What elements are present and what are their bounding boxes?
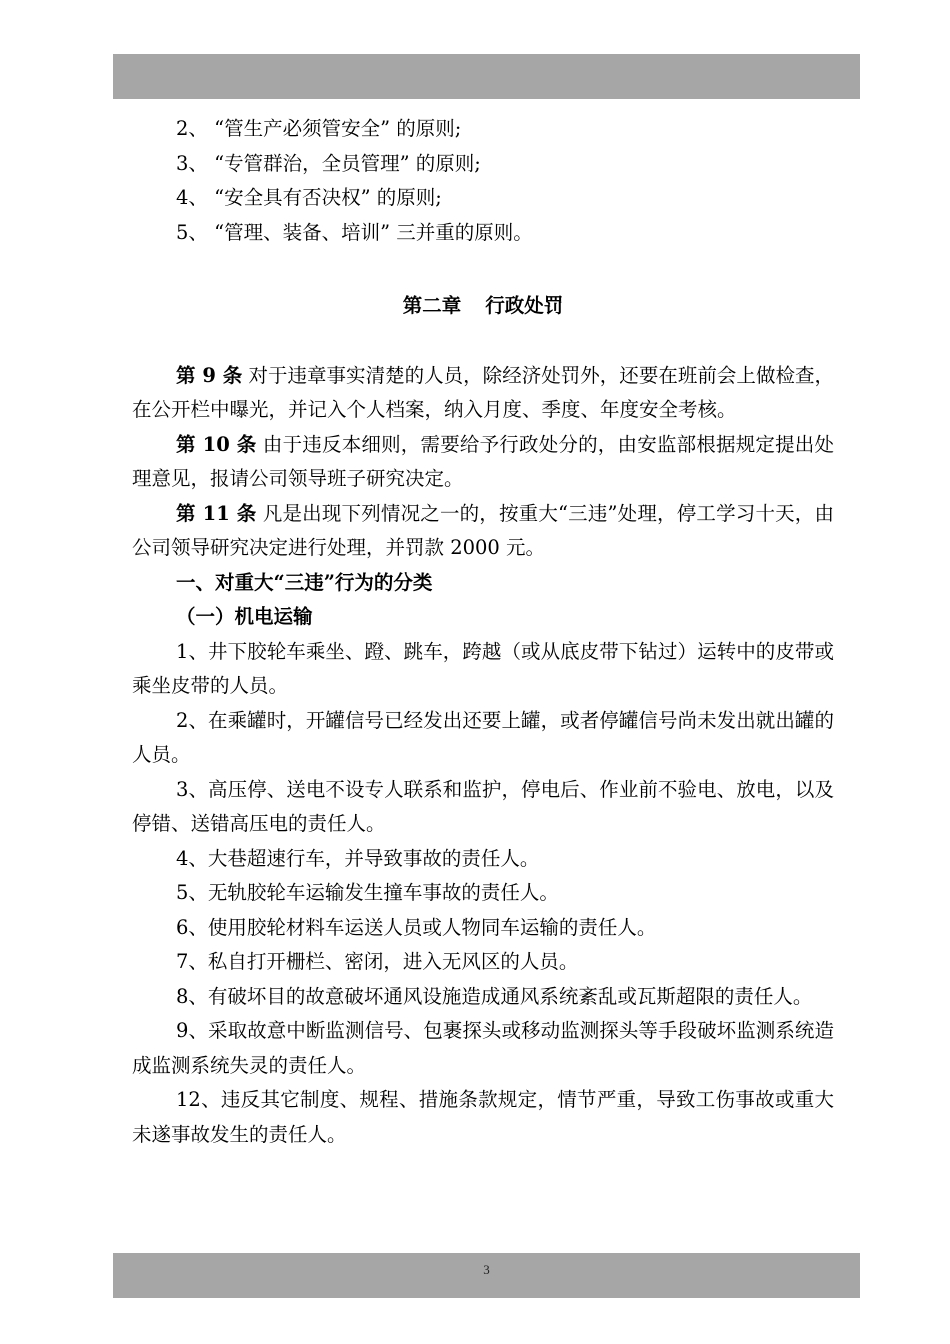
- list-item: 2、在乘罐时，开罐信号已经发出还要上罐，或者停罐信号尚未发出就出罐的人员。: [132, 708, 834, 766]
- list-item: 12、违反其它制度、规程、措施条款规定，情节严重，导致工伤事故或重大未遂事故发生的责任人。: [132, 1088, 834, 1146]
- list-item: 3、高压停、送电不设专人联系和监护，停电后、作业前不验电、放电，以及停错、送错高压电的责任人。: [132, 777, 834, 835]
- list-item: 1、井下胶轮车乘坐、蹬、跳车，跨越（或从底皮带下钻过）运转中的皮带或乘坐皮带的人员。: [132, 639, 834, 697]
- article-text: 对于违章事实清楚的人员，除经济处罚外，还要在班前会上做检查，在公开栏中曝光，并记入个人档案，纳入月度、季度、年度安全考核。: [132, 363, 834, 421]
- list-item: 8、有破坏目的故意破坏通风设施造成通风系统紊乱或瓦斯超限的责任人。: [176, 984, 813, 1008]
- article-text: 凡是出现下列情况之一的，按重大“三违”处理，停工学习十天，由公司领导研究决定进行处理，并罚款 2000 元。: [132, 501, 834, 559]
- chapter-heading: [132, 289, 834, 324]
- list-item: 7、私自打开栅栏、密闭，进入无风区的人员。: [176, 950, 579, 973]
- document-body: [132, 112, 834, 1152]
- list-item: 5、无轨胶轮车运输发生撞车事故的责任人。: [176, 881, 559, 904]
- intro-item: 5、 “管理、装备、培训” 三并重的原则。: [176, 220, 533, 244]
- subsection-title: （一）机电运输: [176, 605, 313, 628]
- article-paragraph: [132, 428, 834, 497]
- article-paragraph: [132, 359, 834, 428]
- article-label: 第 11 条: [176, 501, 257, 525]
- list-item: 6、使用胶轮材料车运送人员或人物同车运输的责任人。: [176, 915, 657, 939]
- intro-item: 4、 “安全具有否决权” 的原则;: [176, 186, 442, 209]
- list-item: 9、采取故意中断监测信号、包裹探头或移动监测探头等手段破坏监测系统造成监测系统失灵的责任人。: [132, 1019, 834, 1077]
- article-label: 第 10 条: [176, 432, 257, 456]
- page-number: 3: [483, 1262, 490, 1277]
- page-header-bar: [113, 54, 860, 99]
- article-text: 由于违反本细则，需要给予行政处分的，由安监部根据规定提出处理意见，报请公司领导班子研究决定。: [132, 432, 834, 490]
- intro-item: 3、 “专管群治，全员管理” 的原则;: [176, 151, 481, 175]
- intro-item: 2、 “管生产必须管安全” 的原则;: [176, 117, 462, 140]
- chapter-title: 行政处罚: [485, 294, 564, 317]
- article-paragraph: [132, 497, 834, 566]
- section-title: 一、对重大“三违”行为的分类: [176, 570, 433, 594]
- chapter-number: 第二章: [402, 294, 462, 317]
- list-item: 4、大巷超速行车，并导致事故的责任人。: [176, 846, 540, 870]
- article-label: 第 9 条: [176, 363, 243, 387]
